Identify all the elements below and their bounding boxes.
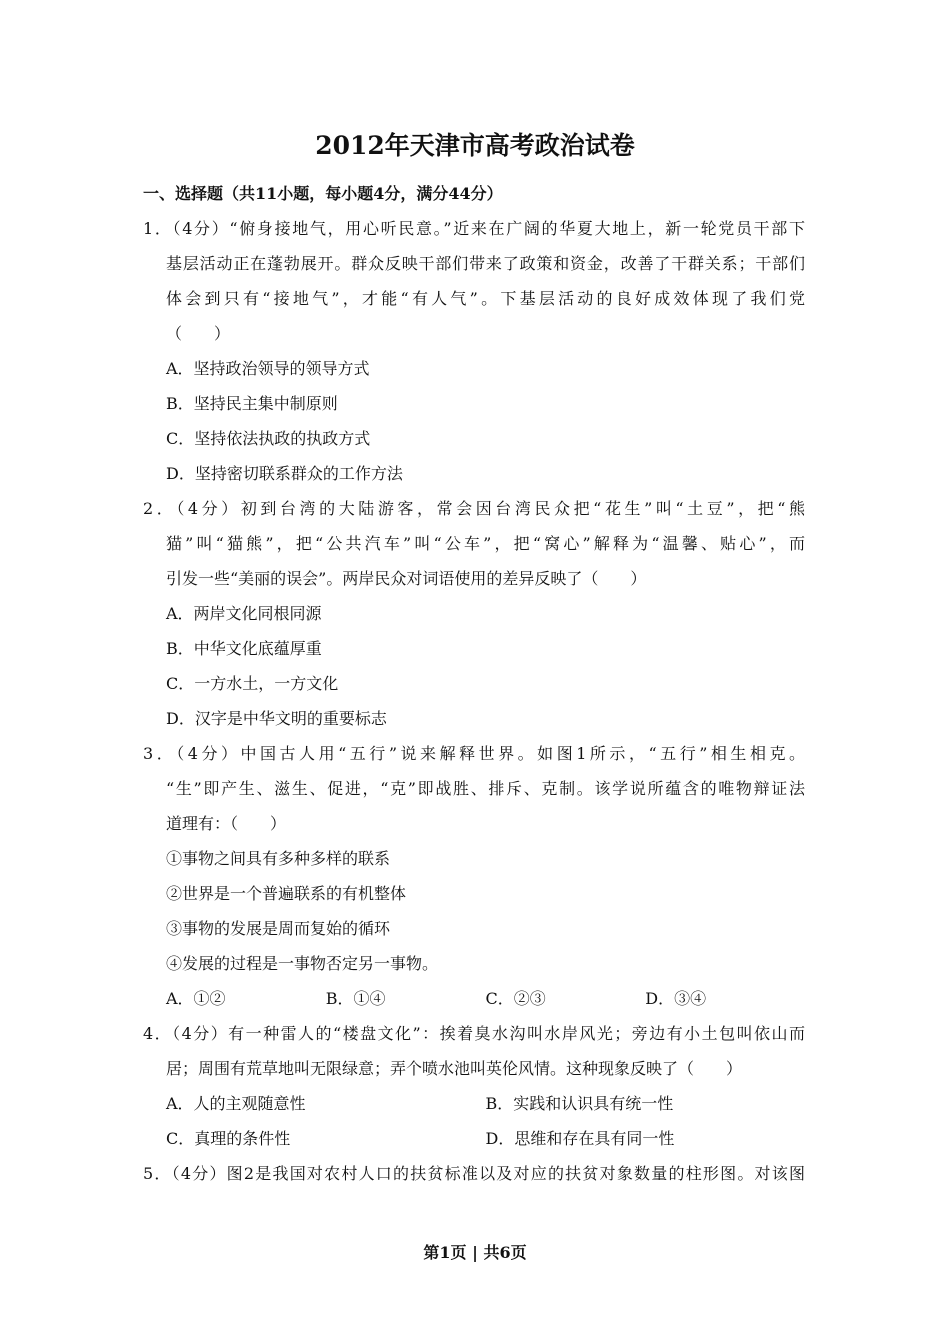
option-c: C．②③: [485, 989, 546, 1008]
statement-1: ①事物之间具有多种多样的联系: [166, 849, 391, 868]
option-d: D．汉字是中华文明的重要标志: [166, 709, 387, 728]
option-a: A．坚持政治领导的领导方式: [166, 359, 370, 378]
option-a: A．人的主观随意性: [166, 1094, 306, 1113]
option-b: B．实践和认识具有统一性: [485, 1094, 674, 1113]
statement-2: ②世界是一个普遍联系的有机整体: [166, 884, 407, 903]
question-text: （ ）: [166, 324, 231, 343]
option-a: A．①②: [166, 989, 226, 1008]
question-text: 猫”叫“猫熊”，把“公共汽车”叫“公车”，把“窝心”解释为“温馨、贴心”，而: [166, 534, 805, 553]
exam-content: [143, 176, 805, 1191]
question-3: [143, 736, 805, 1016]
question-5: [143, 1156, 805, 1191]
question-text: 2．（4分）初到台湾的大陆游客，常会因台湾民众把“花生”叫“土豆”，把“熊: [143, 499, 805, 518]
question-text: 基层活动正在蓬勃展开。群众反映干部们带来了政策和资金，改善了干群关系；干部们: [166, 254, 805, 273]
question-text: 居；周围有荒草地叫无限绿意；弄个喷水池叫英伦风情。这种现象反映了（ ）: [166, 1059, 743, 1078]
question-text: 1．（4分）“俯身接地气，用心听民意。”近来在广阔的华夏大地上，新一轮党员干部下: [143, 219, 805, 238]
option-d: D．坚持密切联系群众的工作方法: [166, 464, 403, 483]
statement-4: ④发展的过程是一事物否定另一事物。: [166, 954, 439, 973]
question-text: “生”即产生、滋生、促进，“克”即战胜、排斥、克制。该学说所蕴含的唯物辩证法: [166, 779, 805, 798]
option-c: C．真理的条件性: [166, 1129, 291, 1148]
option-b: B．坚持民主集中制原则: [166, 394, 338, 413]
question-text: 5．（4分）图2是我国对农村人口的扶贫标准以及对应的扶贫对象数量的柱形图。对该图: [143, 1164, 805, 1183]
option-c: C．坚持依法执政的执政方式: [166, 429, 371, 448]
section-heading: 一、选择题（共11小题，每小题4分，满分44分）: [143, 184, 503, 203]
question-2: [143, 491, 805, 736]
option-b: B．①④: [325, 989, 386, 1008]
question-text: 体会到只有“接地气”，才能“有人气”。下基层活动的良好成效体现了我们党: [166, 289, 805, 308]
option-d: D．③④: [645, 989, 707, 1008]
page-title: 2012年天津市高考政治试卷: [315, 131, 635, 160]
question-4: [143, 1016, 805, 1156]
question-text: 3．（4分）中国古人用“五行”说来解释世界。如图1所示，“五行”相生相克。: [143, 744, 805, 763]
option-d: D．思维和存在具有同一性: [485, 1129, 675, 1148]
options-row: [143, 981, 805, 1016]
options-row: [143, 1121, 805, 1156]
question-1: [143, 211, 805, 491]
question-text: 引发一些“美丽的误会”。两岸民众对词语使用的差异反映了（ ）: [166, 569, 647, 588]
question-text: 道理有：（ ）: [166, 814, 287, 833]
options-row: [143, 1086, 805, 1121]
option-c: C．一方水土，一方文化: [166, 674, 339, 693]
statement-3: ③事物的发展是周而复始的循环: [166, 919, 391, 938]
option-a: A．两岸文化同根同源: [166, 604, 322, 623]
option-b: B．中华文化底蕴厚重: [166, 639, 322, 658]
question-text: 4．（4分）有一种雷人的“楼盘文化”：挨着臭水沟叫水岸风光；旁边有小土包叫依山而: [143, 1024, 805, 1043]
page-footer: 第1页 | 共6页: [423, 1243, 527, 1262]
